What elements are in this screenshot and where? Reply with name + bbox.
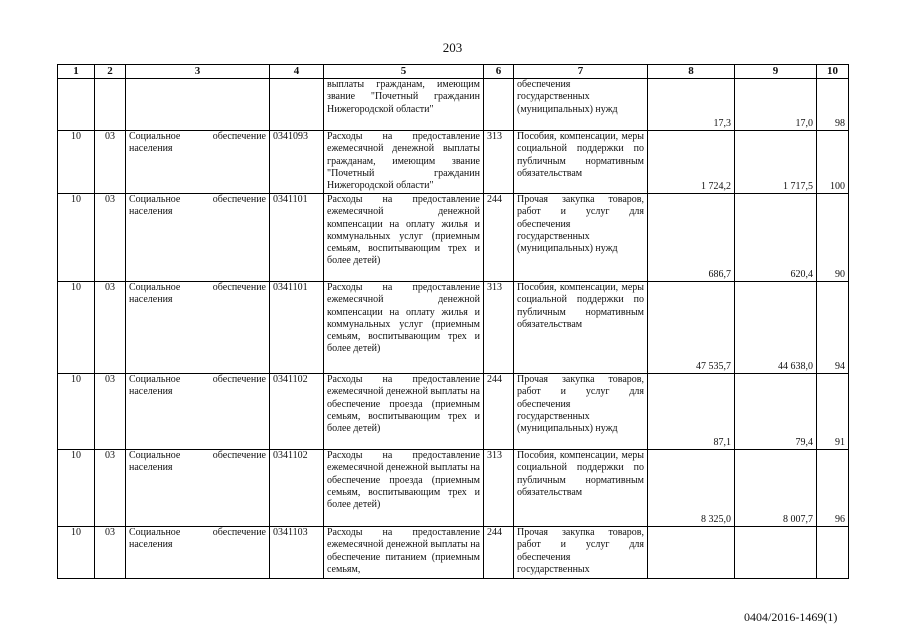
cell-planned: 1 724,2 [648, 131, 735, 194]
cell-percent: 98 [817, 79, 849, 131]
cell-actual: 8 007,7 [735, 450, 817, 527]
cell-expense-code: 244 [484, 194, 514, 282]
cell-planned: 686,7 [648, 194, 735, 282]
cell-expense-name: Пособия, компенсации, меры социальной поддержки по публичным нормативным обязательствам [514, 282, 648, 374]
cell-planned: 8 325,0 [648, 450, 735, 527]
cell-expense-code: 313 [484, 450, 514, 527]
cell-target-code: 0341101 [270, 194, 324, 282]
cell-section-name: Социальное обеспечение населения [126, 194, 270, 282]
cell-expense-name: Прочая закупка товаров, работ и услуг для обеспечения государственных (муниципальных) нужд [514, 194, 648, 282]
cell-subsection: 03 [95, 527, 126, 579]
header-col-6: 6 [484, 65, 514, 79]
cell-actual: 17,0 [735, 79, 817, 131]
cell-expense-code [484, 79, 514, 131]
cell-section: 10 [58, 194, 95, 282]
cell-expense-name: Пособия, компенсации, меры социальной поддержки по публичным нормативным обязательствам [514, 450, 648, 527]
table-row [58, 131, 849, 194]
header-col-7: 7 [514, 65, 648, 79]
header-row [58, 65, 849, 79]
header-col-3: 3 [126, 65, 270, 79]
cell-percent: 90 [817, 194, 849, 282]
cell-subsection: 03 [95, 194, 126, 282]
document-code: 0404/2016-1469(1) [744, 610, 838, 624]
cell-percent: 94 [817, 282, 849, 374]
cell-actual: 1 717,5 [735, 131, 817, 194]
cell-target-name: Расходы на предоставление ежемесячной денежной компенсации на оплату жилья и коммунальных услуг (приемным семьям, воспитывающим трех и более детей) [324, 282, 484, 374]
cell-subsection: 03 [95, 374, 126, 450]
cell-section-name: Социальное обеспечение населения [126, 282, 270, 374]
cell-target-code: 0341103 [270, 527, 324, 579]
cell-section-name: Социальное обеспечение населения [126, 450, 270, 527]
cell-actual: 620,4 [735, 194, 817, 282]
table-row [58, 282, 849, 374]
cell-subsection [95, 79, 126, 131]
cell-actual: 79,4 [735, 374, 817, 450]
cell-expense-name: Прочая закупка товаров, работ и услуг для обеспечения государственных [514, 527, 648, 579]
header-col-9: 9 [735, 65, 817, 79]
header-col-5: 5 [324, 65, 484, 79]
cell-section: 10 [58, 282, 95, 374]
header-col-10: 10 [817, 65, 849, 79]
cell-planned: 47 535,7 [648, 282, 735, 374]
cell-subsection: 03 [95, 131, 126, 194]
cell-target-code: 0341093 [270, 131, 324, 194]
cell-section-name [126, 79, 270, 131]
cell-target-code: 0341102 [270, 450, 324, 527]
page-number: 203 [442, 40, 463, 55]
cell-percent: 91 [817, 374, 849, 450]
table-row [58, 374, 849, 450]
cell-target-name: выплаты гражданам, имеющим звание "Почетный гражданин Нижегородской области" [324, 79, 484, 131]
cell-section: 10 [58, 131, 95, 194]
table-row [58, 527, 849, 579]
cell-target-code: 0341102 [270, 374, 324, 450]
cell-percent: 96 [817, 450, 849, 527]
cell-target-code [270, 79, 324, 131]
header-col-2: 2 [95, 65, 126, 79]
table-row [58, 79, 849, 131]
cell-planned: 87,1 [648, 374, 735, 450]
cell-expense-code: 244 [484, 527, 514, 579]
cell-expense-code: 244 [484, 374, 514, 450]
header-col-1: 1 [58, 65, 95, 79]
cell-section-name: Социальное обеспечение населения [126, 131, 270, 194]
cell-actual: 44 638,0 [735, 282, 817, 374]
cell-section-name: Социальное обеспечение населения [126, 374, 270, 450]
cell-target-name: Расходы на предоставление ежемесячной денежной выплаты на обеспечение проезда (приемным семьям, воспитывающим трех и более детей) [324, 374, 484, 450]
budget-table [57, 64, 849, 579]
table-row [58, 450, 849, 527]
table-row [58, 194, 849, 282]
cell-expense-code: 313 [484, 282, 514, 374]
header-col-4: 4 [270, 65, 324, 79]
cell-subsection: 03 [95, 450, 126, 527]
cell-section: 10 [58, 450, 95, 527]
cell-expense-name: обеспечения государственных (муниципальных) нужд [514, 79, 648, 131]
cell-target-name: Расходы на предоставление ежемесячной денежной выплаты гражданам, имеющим звание "Почетный гражданин Нижегородской области" [324, 131, 484, 194]
cell-target-name: Расходы на предоставление ежемесячной денежной выплаты на обеспечение питанием (приемным семьям, [324, 527, 484, 579]
cell-expense-name: Пособия, компенсации, меры социальной поддержки по публичным нормативным обязательствам [514, 131, 648, 194]
cell-target-name: Расходы на предоставление ежемесячной денежной компенсации на оплату жилья и коммунальных услуг (приемным семьям, воспитывающим трех и более детей) [324, 194, 484, 282]
cell-planned: 17,3 [648, 79, 735, 131]
cell-section: 10 [58, 374, 95, 450]
cell-percent [817, 527, 849, 579]
cell-target-name: Расходы на предоставление ежемесячной денежной выплаты на обеспечение проезда (приемным семьям, воспитывающим трех и более детей) [324, 450, 484, 527]
cell-percent: 100 [817, 131, 849, 194]
cell-section-name: Социальное обеспечение населения [126, 527, 270, 579]
cell-target-code: 0341101 [270, 282, 324, 374]
cell-planned [648, 527, 735, 579]
cell-expense-code: 313 [484, 131, 514, 194]
cell-actual [735, 527, 817, 579]
cell-section [58, 79, 95, 131]
cell-section: 10 [58, 527, 95, 579]
cell-subsection: 03 [95, 282, 126, 374]
header-col-8: 8 [648, 65, 735, 79]
cell-expense-name: Прочая закупка товаров, работ и услуг для обеспечения государственных (муниципальных) нужд [514, 374, 648, 450]
